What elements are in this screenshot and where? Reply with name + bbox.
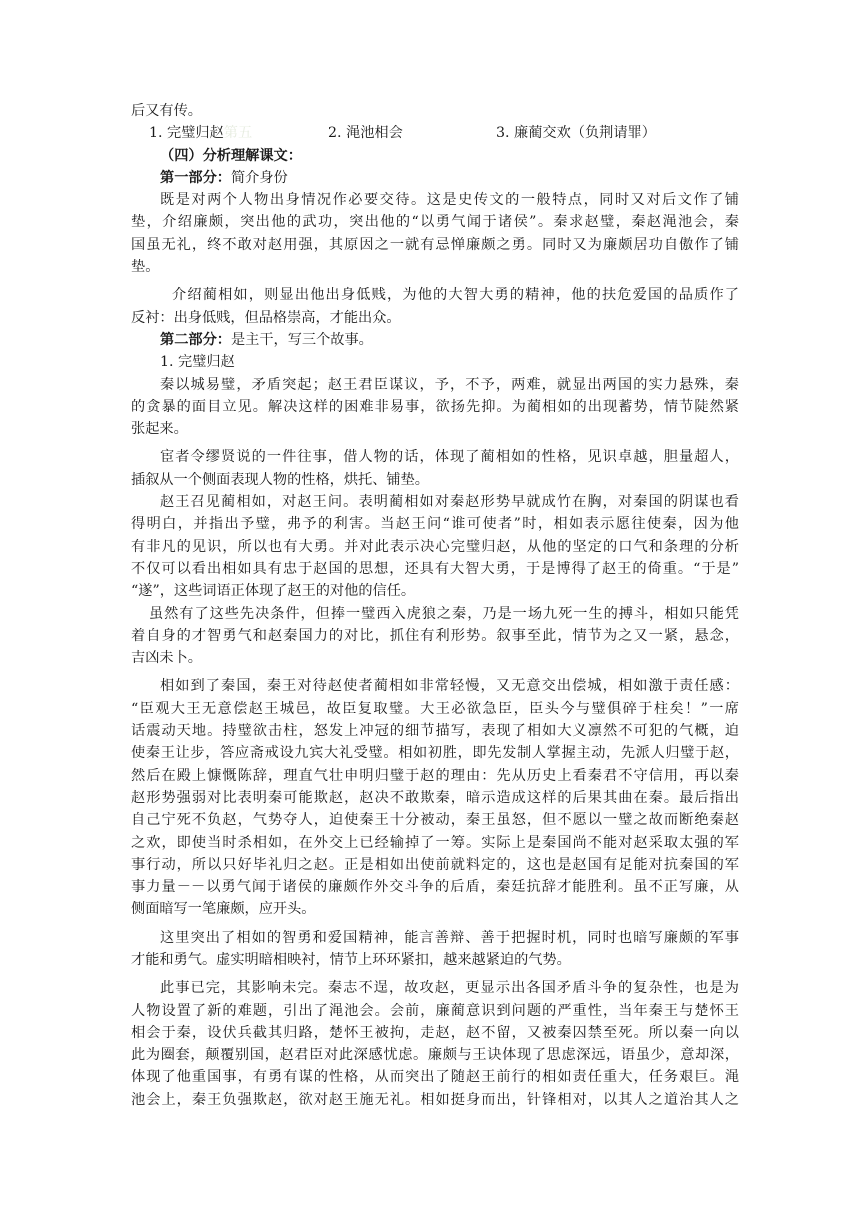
paragraph-line: 虽然有了这些先决条件，但捧一璧西入虎狼之秦，乃是一场九死一生的搏斗，相如只能凭 [149, 605, 739, 622]
part-2-paragraph-1 [131, 374, 739, 441]
paragraph-line: 不仅可以看出相如具有忠于赵国的思想，还具有大智大勇，于是博得了赵王的倚重。“于是” [131, 560, 739, 577]
story-item-3: 3. 廉蔺交欢（负荆请罪） [496, 125, 656, 142]
paragraph-line: 这里突出了相如的智勇和爱国精神，能言善辩、善于把握时机，同时也暗写廉颇的军事 [160, 929, 739, 946]
story-item-1 [149, 122, 252, 144]
paragraph-line: 吉凶未卜。 [131, 650, 202, 667]
paragraph-line: 池会上，秦王负强欺赵，欲对赵王施无礼。相如挺身而出，针锋相对，以其人之道治其人之 [131, 1091, 739, 1108]
part-1-title: 简介身份 [230, 169, 288, 186]
paragraph-line: 体现了他重国事，有勇有谋的性格，从而突出了随赵王前行的相如责任重大，任务艰巨。渑 [131, 1069, 739, 1086]
paragraph-line: 人物设置了新的难题，引出了渑池会。会前，廉蔺意识到问题的严重性，当年秦王与楚怀王 [131, 1002, 739, 1019]
paragraph-line: 垫，介绍廉颇，突出他的武功，突出他的“以勇气闻于诸侯”。秦求赵璧，秦赵渑池会，秦 [131, 214, 739, 231]
part-2-paragraph-2 [131, 446, 739, 491]
paragraph-line: 相会于秦，设伏兵截其归路，楚怀王被拘，走赵，赵不留，又被秦囚禁至死。所以秦一向以 [131, 1024, 739, 1041]
paragraph-line: 垫。 [131, 259, 160, 276]
part-2-paragraph-5 [131, 675, 739, 920]
story-list [131, 122, 739, 144]
paragraph-line: 国虽无礼，终不敢对赵用强，其原因之一就有忌惮廉颇之勇。同时又为廉颇居功自傲作了铺 [131, 236, 739, 253]
paragraph-line: 相如到了秦国，秦王对待赵使者蔺相如非常轻慢，又无意交出偿城，相如激于责任感： [160, 678, 739, 695]
part-2-paragraph-3 [131, 491, 739, 602]
part-2-label: 第二部分： [160, 331, 231, 348]
paragraph-line: 插叙从一个侧面表现人物的性格，烘托、铺垫。 [131, 471, 429, 488]
part-1-label: 第一部分： [160, 169, 231, 186]
paragraph-line: 侧面暗写一笔廉颇，应开头。 [131, 901, 316, 918]
paragraph-line: “遂”，这些词语正体现了赵王的对他的信任。 [131, 583, 416, 600]
paragraph-line: 介绍蔺相如，则显出他出身低贱，为他的大智大勇的精神，他的扶危爱国的品质作了 [172, 287, 739, 304]
paragraph-line: 自己宁死不负赵，气势夺人，迫使秦王十分被动，秦王虽怒，但不愿以一璧之故而断绝秦赵 [131, 812, 739, 829]
section-4-heading: （四）分析理解课文： [160, 147, 302, 164]
paragraph-line: 既是对两个人物出身情况作必要交待。这是史传文的一般特点，同时又对后文作了铺 [160, 192, 739, 209]
paragraph-line: 宦者令缪贤说的一件往事，借人物的话，体现了蔺相如的性格，见识卓越，胆量超人， [160, 449, 739, 466]
document-page [131, 100, 739, 1111]
part-2-title: 是主干，写三个故事。 [230, 331, 373, 348]
paragraph-line: 有非凡的见识，所以也有大勇。并对此表示决心完璧归赵，从他的坚定的口气和条理的分析 [131, 538, 739, 555]
paragraph-line: 使秦王让步，答应斋戒设九宾大礼受璧。相如初胜，即先发制人掌握主动，先派人归璧于赵， [131, 745, 739, 762]
paragraph-line: 此为圈套，颠覆别国，赵君臣对此深感忧虑。廉颇与王诀体现了思虑深远，语虽少，意却深， [131, 1047, 739, 1064]
paragraph-line: 之欢，即使当时杀相如，在外交上已经输掉了一筹。实际上是秦国尚不能对赵采取太强的军 [131, 834, 739, 851]
part-1-paragraph-1 [131, 189, 739, 278]
intro-tail-line: 后又有传。 [131, 103, 202, 119]
part-2-subheading-1: 1. 完璧归赵 [160, 354, 235, 371]
part-2-paragraph-7 [131, 977, 739, 1111]
part-2-heading [131, 329, 739, 351]
paragraph-line: 着自身的才智勇气和赵秦国力的对比，抓住有利形势。叙事至此，情节为之又一紧，悬念， [131, 627, 739, 644]
part-2-paragraph-6 [131, 927, 739, 972]
part-1-paragraph-2 [131, 284, 739, 329]
story-item-2: 2. 渑池相会 [328, 125, 403, 142]
paragraph-line: “臣观大王无意偿赵王城邑，故臣复取璧。大王必欲急臣，臣头今与璧俱碎于柱矣！”一席 [131, 700, 739, 717]
paragraph-line: 然后在殿上慷慨陈辞，理直气壮申明归璧于赵的理由：先从历史上看秦君不守信用，再以秦 [131, 767, 739, 784]
paragraph-line: 张起来。 [131, 421, 188, 438]
paragraph-line: 事行动，所以只好毕礼归之赵。正是相如出使前就料定的，这也是赵国有足能对抗秦国的军 [131, 856, 739, 873]
paragraph-line: 秦以城易璧，矛盾突起；赵王君臣谋议，予，不予，两难，就显出两国的实力悬殊，秦 [160, 376, 739, 393]
paragraph-line: 得明白，并指出予璧，弗予的利害。当赵王问“谁可使者”时，相如表示愿往使秦，因为他 [131, 516, 739, 533]
paragraph-line: 赵形势强弱对比表明秦可能欺赵，赵决不敢欺秦，暗示造成这样的后果其曲在秦。最后指出 [131, 789, 739, 806]
story-item-1-faint-mark: 第五 [223, 125, 253, 142]
paragraph-line: 才能和勇气。虚实明暗相映衬，情节上环环紧扣，越来越紧迫的气势。 [131, 951, 571, 968]
paragraph-line: 话震动天地。持璧欲击柱，怒发上冲冠的细节描写，表现了相如大义凛然不可犯的气概，迫 [131, 723, 739, 740]
part-2-paragraph-4 [131, 603, 739, 670]
paragraph-line: 的贪暴的面目立见。解决这样的困难非易事，欲扬先抑。为蔺相如的出现蓄势，情节陡然紧 [131, 398, 739, 415]
paragraph-line: 事力量－－以勇气闻于诸侯的廉颇作外交斗争的后盾，秦廷抗辞才能胜利。虽不正写廉，从 [131, 879, 739, 896]
paragraph-line: 赵王召见蔺相如，对赵王问。表明蔺相如对秦赵形势早就成竹在胸，对秦国的阴谋也看 [160, 494, 739, 511]
paragraph-line: 反衬：出身低贱，但品格崇高，才能出众。 [131, 309, 401, 326]
paragraph-line: 此事已完，其影响未完。秦志不逞，故攻赵，更显示出各国矛盾斗争的复杂性，也是为 [160, 980, 739, 997]
story-item-1-label: 1. 完璧归赵 [149, 125, 224, 142]
part-1-heading [131, 167, 739, 189]
